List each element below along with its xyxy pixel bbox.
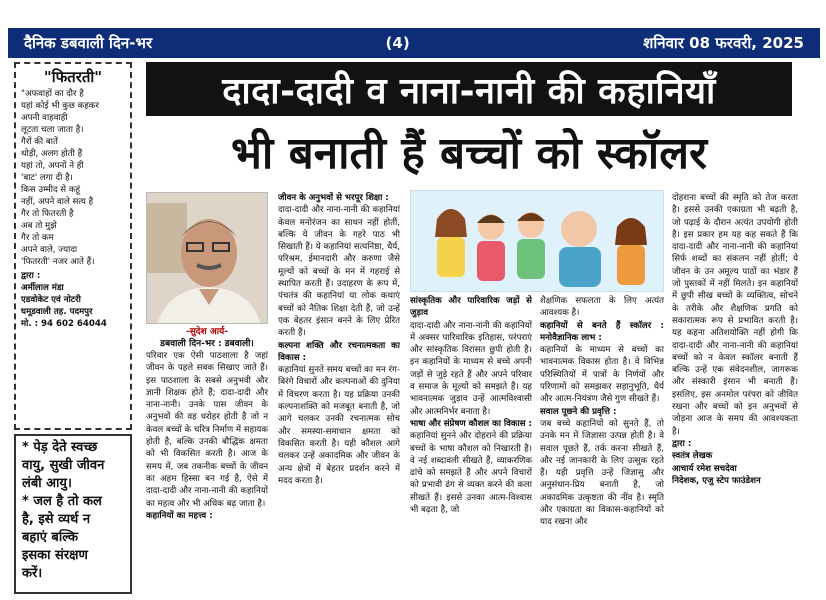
paragraph: कहानियां सुनते समय बच्चों का मन रंग-बिरंगे विचारों और कल्पनाओं की दुनिया में विचरण करता है। यह प्रक्रिया उनकी कल्पनाशक्ति को मजबूत बनाती है, जो आगे चलकर उनकी रचनात्मक सोच और समस्या-समाधान क्षमता को विकसित करती है। यही कौशल आगे चलकर उन्हें अकादमिक और जीवन के अन्य क्षेत्रों में बेहतर प्रदर्शन करने में मदद करता है। — [278, 365, 400, 486]
family-illustration-icon — [411, 191, 664, 292]
article-column-2 — [278, 192, 400, 598]
slogan-line: है, इसे व्यर्थ न — [22, 512, 91, 527]
subheading: सांस्कृतिक और पारिवारिक जड़ों से जुड़ाव — [410, 296, 532, 319]
poem-line: नहीं, अपने वाले सत्य है — [21, 197, 94, 207]
paragraph: शैक्षणिक सफलता के लिए अत्यंत आवश्यक है। — [540, 296, 664, 319]
poem-box — [14, 62, 132, 430]
slogan-line: इसका संरक्षण — [22, 548, 88, 563]
slogan-line: * पेड़ देते स्वच्छ — [22, 440, 98, 455]
poem-line: 'फितरती' नजर आते हैं। — [21, 257, 95, 267]
signature-line: द्वारा : — [21, 271, 41, 281]
slogan-line: बहाएं बल्कि — [22, 530, 79, 545]
author-portrait-icon — [147, 193, 268, 324]
article-column-5 — [672, 192, 798, 598]
article-column-3 — [410, 295, 532, 598]
paragraph: परिवार एक ऐसी पाठशाला है जहां जीवन के पहले सबक सिखाए जाते हैं। इस पाठशाला के सबसे अनुभवी और ज्ञानी शिक्षक होते हैं; दादा-दादी और नाना-नानी। उनके पास जीवन के अनुभवों की वह धरोहर होती है जो न केवल बच्चों के चरित्र निर्माण में सहायक होती है, बल्कि उनकी बौद्धिक क्षमता को भी विकसित करती है। आज के समय में, जब तकनीक बच्चों के जीवन का अहम हिस्सा बन गई है, ऐसे में दादा-दादी और नाना-नानी की कहानियों का महत्व और भी अधिक बढ़ जाता है। — [146, 351, 268, 509]
page-number: (4) — [385, 34, 410, 52]
poem-signature — [21, 270, 125, 330]
slogan-line: * जल है तो कल — [22, 494, 102, 509]
grandparents-story-illustration — [410, 190, 664, 292]
poem-line: किस उम्मीद से कहूं — [21, 185, 81, 195]
signature-line: मो. : 94 602 64044 — [21, 319, 107, 329]
poem-line: अब तो मुझे — [21, 221, 57, 231]
slogan-line: वायु, सुखी जीवन — [22, 458, 105, 473]
author-signature-line: द्वारा : — [672, 438, 692, 449]
dateline: डबवाली दिन-भर : डबवाली। — [160, 339, 254, 349]
headline-line-1: दादा-दादी व नाना-नानी की कहानियाँ — [146, 62, 792, 116]
author-signature-line: स्वतंत्र लेखक — [672, 451, 713, 462]
masthead-bar — [8, 28, 820, 58]
issue-date: शनिवार 08 फरवरी, 2025 — [643, 34, 804, 52]
paper-name: दैनिक डबवाली दिन-भर — [24, 34, 153, 52]
poem-line: यहां तो, अपनों ने ही — [21, 161, 84, 171]
subheading: सवाल पूछने की प्रवृत्ति : — [540, 406, 617, 417]
author-name: -सुदेश आर्य- — [185, 327, 228, 337]
signature-line: अर्मीलाल मंडा — [21, 283, 64, 293]
poem-line: लूटता चला जाता है। — [21, 125, 84, 135]
poem-line: अपने वाले, ज्यादा — [21, 245, 78, 255]
signature-line: घमूडवाली तह. पदमपुर — [21, 307, 93, 317]
article-column-1 — [146, 350, 268, 598]
poem-line: गैरों की बातें — [21, 137, 58, 147]
poem-line: गैर तो फितरती है — [21, 209, 74, 219]
poem-line: अपनी वाहवाही — [21, 113, 68, 123]
subheading: जीवन के अनुभवों से भरपूर शिक्षा : — [278, 193, 389, 203]
slogan-line: करें। — [22, 566, 43, 581]
slogan-line: लंबी आयु। — [22, 476, 72, 491]
subheading: कहानियों का महत्त्व : — [146, 510, 213, 521]
poem-line: गैर तो कम — [21, 233, 54, 243]
paragraph: कहानियों के माध्यम से बच्चों का भावनात्मक विकास होता है। वे विभिन्न परिस्थितियों में पात्रों के निर्णयों और परिणामों को समझकर सहानुभूति, धैर्य और आत्म-नियंत्रण जैसे गुण सीखते हैं। — [540, 345, 664, 405]
paragraph: दोहराना बच्चों की स्मृति को तेज करता है। इससे उनकी एकाग्रता भी बढ़ती है, जो पढ़ाई के दौरान अत्यंत उपयोगी होती है। इस प्रकार हम यह कह सकते हैं कि दादा-दादी और नाना-नानी की कहानियां सिर्फ शब्दों का संकलन नहीं होतीं; ये जीवन के उन अमूल्य पाठों का भंडार हैं जो पुस्तकों में नहीं मिलते। इन कहानियों में छुपी सीख बच्चों के व्यक्तित्व, सोचने के तरीके और शैक्षणिक प्रगति को सकारात्मक रूप से प्रभावित करती है। यह कहना अतिशयोक्ति नहीं होगी कि दादा-दादी और नाना-नानी की कहानियां बच्चों को न केवल स्कॉलर बनाती हैं बल्कि उन्हें एक संवेदनशील, जागरूक और संस्कारी इंसान भी बनाती हैं। इसलिए, इस अनमोल परंपरा को जीवित रखना और बच्चों को इन अनुभवों से जोड़ना आज के समय की आवश्यकता है। — [672, 193, 798, 437]
photo-caption — [146, 326, 268, 350]
author-signature-line: आचार्य रमेश सचदेवा — [672, 463, 737, 474]
poem-lines — [21, 88, 125, 268]
poem-line: "अफवाहों का दौर है — [21, 89, 84, 99]
subheading: कल्पना शक्ति और रचनात्मकता का विकास : — [278, 340, 400, 363]
paragraph: दादा-दादी और नाना-नानी की कहानियां केवल मनोरंजन का साधन नहीं होतीं, बल्कि ये जीवन के गहरे पाठ भी सिखाती हैं। ये कहानियां सत्यनिष्ठा, धैर्य, परिश्रम, ईमानदारी और करुणा जैसे मूल्यों को बच्चों के मन में गहराई से स्थापित करती हैं। उदाहरण के रूप में, पंचतंत्र की कहानियां या लोक कथाएं बच्चों को नैतिक शिक्षा देती हैं, जो उन्हें एक बेहतर इंसान बनने के लिए प्रेरित करती हैं। — [278, 205, 400, 339]
author-signature-line: निदेशक, एजु स्टेप फाउंडेशन — [672, 475, 761, 486]
poem-line: यहां कोई भी कुछ कहकर — [21, 101, 99, 111]
poem-title: "फितरती" — [43, 68, 103, 86]
poem-line: 'बाट' लगा दी है। — [21, 173, 73, 183]
headline-line-2: भी बनाती हैं बच्चों को स्कॉलर — [230, 128, 708, 179]
article-column-4 — [540, 295, 664, 598]
signature-line: एडवोकेट एवं नोटरी — [21, 295, 81, 305]
author-photo — [146, 192, 268, 324]
slogan-box — [14, 434, 132, 594]
paragraph: जब बच्चे कहानियों को सुनते हैं, तो उनके मन में जिज्ञासा उत्पन्न होती है। वे सवाल पूछते हैं, तर्क करना सीखते हैं, और नई जानकारी के लिए उत्सुक रहते हैं। यही प्रवृत्ति उन्हें जिज्ञासु और अनुसंधान-प्रिय बनाती है, जो अकादमिक उत्कृष्टता की नींव है। स्मृति और एकाग्रता का विकास-कहानियों को याद रखना और — [540, 418, 664, 528]
paragraph: कहानियां सुनने और दोहराने की प्रक्रिया बच्चों के भाषा कौशल को निखारती है। वे नई शब्दावली सीखते हैं, व्याकरणिक ढांचे को समझते हैं और अपने विचारों को प्रभावी ढंग से व्यक्त करने की कला सीखते हैं। इससे उनका आत्म-विश्वास भी बढ़ता है, जो — [410, 431, 532, 516]
poem-line: थोड़ी, अलग होती हैं — [21, 149, 83, 159]
subheading: भाषा और संप्रेषण कौशल का विकास : — [410, 418, 532, 429]
subheading: कहानियों से बनते हैं स्कॉलर : मनोवैज्ञानिक लाभ : — [540, 320, 664, 343]
paragraph: दादा-दादी और नाना-नानी की कहानियों में अक्सर पारिवारिक इतिहास, परंपराएं और सांस्कृतिक विरासत छुपी होती है। इन कहानियों के माध्यम से बच्चे अपनी जड़ों से जुड़े रहते हैं और अपने परिवार व समाज के मूल्यों को समझते हैं। यह भावनात्मक जुड़ाव उन्हें आत्मविश्वासी और आत्मनिर्भर बनाता है। — [410, 320, 532, 417]
